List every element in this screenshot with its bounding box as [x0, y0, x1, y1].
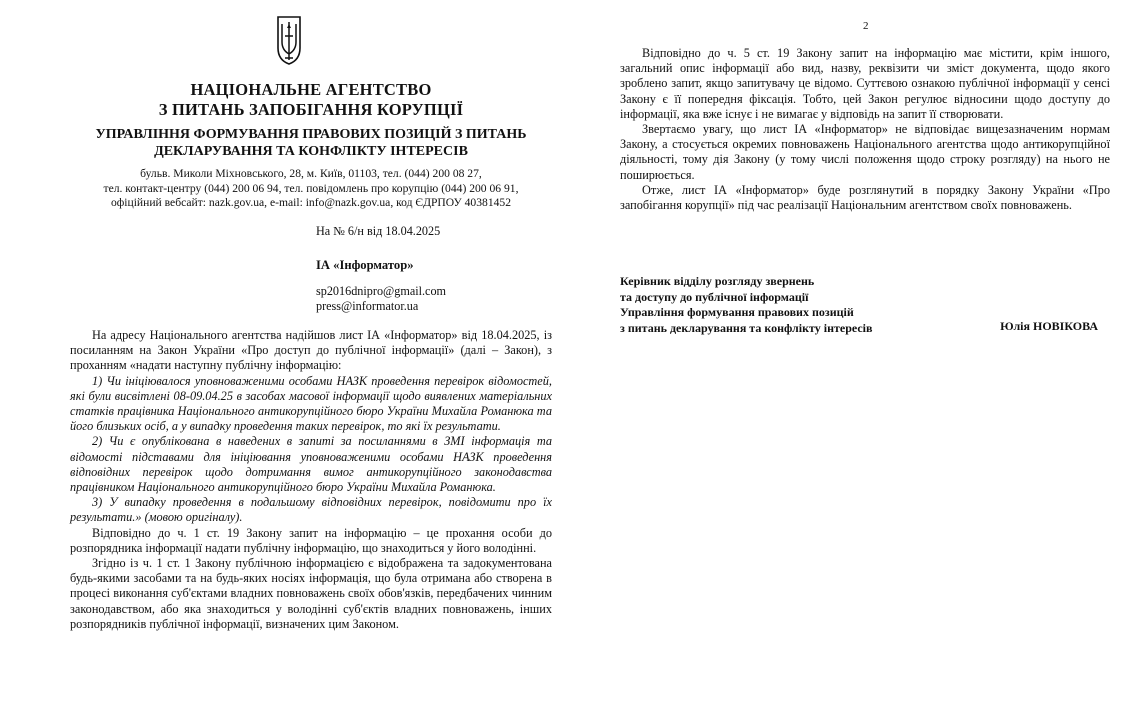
paragraph: На адресу Національного агентства надійшов лист ІА «Інформатор» від 18.04.2025, із посиланням на Закон України «Про доступ до публічної інформації» (далі – Закон), з проханням «надати наступну публічну інформацію:: [70, 328, 552, 373]
request-item: 2) Чи є опублікована в наведених в запиті за посиланнями в ЗМІ інформація та відомості підставами для ініціювання уповноваженими особами НАЗК проведення відповідних перевірок щодо дотримання вимог антикорупційного законодавства працівником Національного антикорупційного бюро України Михайла Романюка.: [70, 434, 552, 495]
page-number: 2: [863, 20, 869, 32]
paragraph: Звертаємо увагу, що лист ІА «Інформатор» не відповідає вищезазначеним нормам Закону, а стосується окремих повноважень Національного агентства щодо антикорупційної діяльності, тому дія Закону (у тому числі положення щодо строку розгляду) на нього не поширюється.: [620, 122, 1110, 182]
recipient-emails: sp2016dnipro@gmail.com press@informator.ua: [316, 284, 447, 313]
paragraph: Згідно із ч. 1 ст. 1 Закону публічною інформацією є відображена та задокументована будь-якими засобами та на будь-яких носіях інформація, що була отримана або створена в процесі виконання суб'єктами владних повноважень своїх обов'язків, передбачених чинним законодавством, або яка знаходиться у володінні суб'єктів владних повноважень, інших розпорядників публічної інформації, визначених цим Законом.: [70, 556, 552, 631]
signature-block: Керівник відділу розгляду звернень та доступу до публічної інформації Управління формування правових позицій з питань декларування та конфлікту інтересів: [620, 274, 873, 335]
paragraph: Відповідно до ч. 5 ст. 19 Закону запит на інформацію має містити, крім іншого, загальний опис інформації або вид, назву, реквізити чи зміст документа, щодо якого зроблено запит, якщо запитувачу це відомо. Суттєвою ознакою публічної інформації у сенсі Закону є її попередня фіксація. Тобто, цей Закон регулює відносини щодо доступу до інформації, яка вже існує і не вимагає у відповідь на запит її створювати.: [620, 46, 1110, 121]
recipient-name: ІА «Інформатор»: [316, 258, 414, 272]
agency-title: НАЦІОНАЛЬНЕ АГЕНТСТВО З ПИТАНЬ ЗАПОБІГАННЯ КОРУПЦІЇ: [158, 80, 464, 119]
paragraph: Відповідно до ч. 1 ст. 19 Закону запит на інформацію – це прохання особи до розпорядника інформації надати публічну інформацію, що знаходиться у його володінні.: [70, 525, 552, 555]
paragraph: Отже, лист ІА «Інформатор» буде розглянутий в порядку Закону України «Про запобігання корупції» під час реалізації Національним агентством своїх повноважень.: [620, 182, 1110, 213]
department-title: УПРАВЛІННЯ ФОРМУВАННЯ ПРАВОВИХ ПОЗИЦІЙ З ПИТАНЬ ДЕКЛАРУВАННЯ ТА КОНФЛІКТУ ІНТЕРЕСІВ: [95, 127, 527, 159]
letter-body-page-2: [620, 46, 1110, 213]
reference-number: На № 6/н від 18.04.2025: [316, 224, 441, 238]
contact-block: бульв. Миколи Міхновського, 28, м. Київ, 01103, тел. (044) 200 08 27, тел. контакт-центру (044) 200 06 94, тел. повідомлень про корупцію (044) 200 06 91, офіційний вебсайт: nazk.gov.ua, e-mail: info@nazk.gov.ua, код ЄДРПОУ 40381452: [103, 167, 519, 210]
coat-of-arms-icon: [276, 14, 302, 66]
signer-name: Юлія НОВІКОВА: [1000, 319, 1098, 333]
request-item: 1) Чи ініціювалося уповноваженими особами НАЗК проведення перевірок відомостей, які були висвітлені 08-09.04.25 в засобах масової інформації щодо виявлених матеріальних статків працівника Національного антикорупційного бюро України Михайла Романюка та його близьких осіб, а у випадку проведення таких перевірок, то які їх результати.: [70, 373, 552, 434]
letter-body-page-1: [70, 328, 552, 632]
request-item: 3) У випадку проведення в подальшому відповідних перевірок, повідомити про їх результати.» (мовою оригіналу).: [70, 495, 552, 525]
